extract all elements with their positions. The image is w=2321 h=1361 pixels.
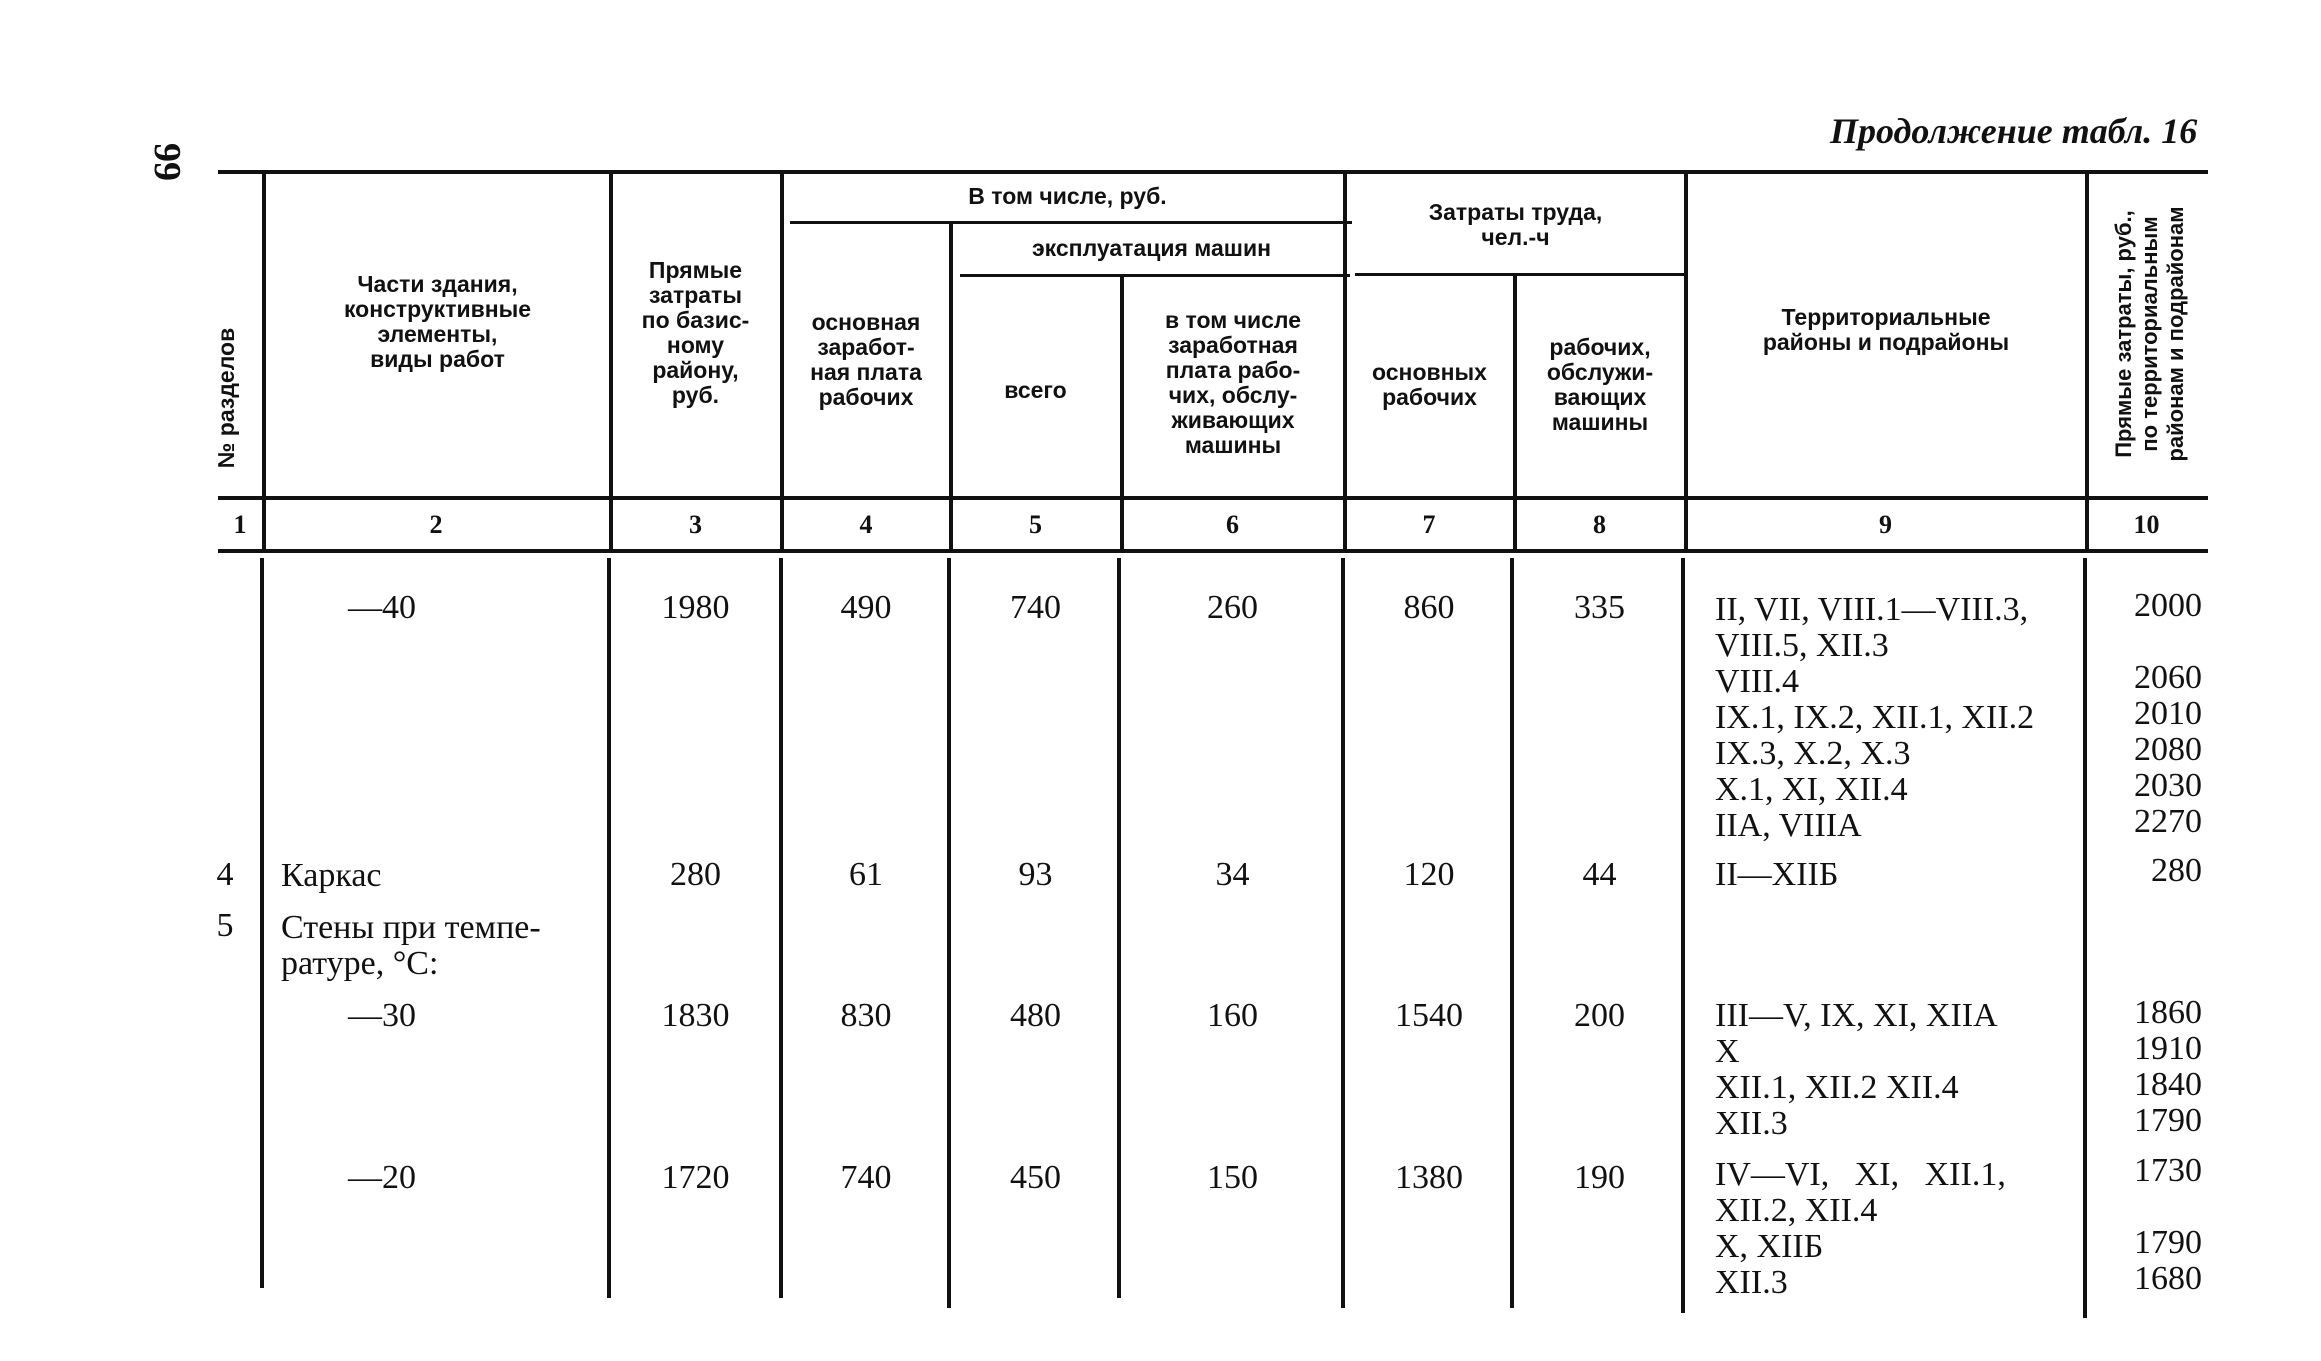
labor-main: 120 <box>1403 856 1455 893</box>
body-divider-8 <box>1681 558 1685 1313</box>
region-costs: 1730 1790 1680 <box>2134 1152 2202 1297</box>
labor-machine: 335 <box>1574 589 1625 626</box>
machines-total: 93 <box>1018 856 1053 893</box>
territorial-regions: III—V, IX, XI, XIIA X XII.1, XII.2 XII.4 XII.3 <box>1715 997 1998 1142</box>
machines-wage: 34 <box>1215 856 1250 893</box>
body-divider-3 <box>779 558 783 1298</box>
labor-group-rule <box>1355 273 1688 276</box>
direct-cost-base: 1830 <box>661 997 730 1034</box>
labor-main: 1540 <box>1395 997 1463 1034</box>
header-including-group: В том числе, руб. <box>968 182 1167 209</box>
machines-wage: 260 <box>1207 589 1258 626</box>
machines-total: 480 <box>1010 997 1061 1034</box>
table-top-rule <box>218 170 2208 174</box>
page-number: 99 <box>146 143 188 181</box>
section-number: 4 <box>216 856 234 893</box>
header-building-parts: Части здания, конструктивные элементы, виды работ <box>343 271 532 372</box>
machines-total: 740 <box>1010 589 1061 626</box>
region-costs: 2000 2060 2010 2080 2030 2270 <box>2134 587 2202 840</box>
direct-cost-base: 1980 <box>661 589 730 626</box>
column-numbers-rule <box>218 549 2208 553</box>
region-costs: 1860 1910 1840 1790 <box>2134 994 2202 1139</box>
header-direct-costs-by-region: Прямые затраты, руб., по территориальным районам и подрайонам <box>2111 206 2188 462</box>
machines-total: 450 <box>1010 1159 1061 1196</box>
column-number-9: 9 <box>1879 510 1892 539</box>
base-wage: 490 <box>840 589 892 626</box>
labor-main: 1380 <box>1395 1159 1463 1196</box>
header-labor-group: Затраты труда, чел.-ч <box>1428 199 1603 250</box>
territorial-regions: II, VII, VIII.1—VIII.3, VIII.5, XII.3 VIII.4 IX.1, IX.2, XII.1, XII.2 IX.3, X.2, X.3 X.1, XI, XII.4 IIA, VIIIA <box>1715 591 2035 844</box>
header-bottom-rule <box>218 496 2208 500</box>
territorial-regions: II—XIIБ <box>1715 856 1839 893</box>
machines-wage: 160 <box>1207 997 1258 1034</box>
header-labor-machine: рабочих, обслужи- вающих машины <box>1546 334 1654 435</box>
column-number-3: 3 <box>689 510 702 539</box>
column-number-4: 4 <box>859 510 873 539</box>
column-number-10: 10 <box>2133 510 2160 539</box>
header-base-wage: основная заработ- ная плата рабочих <box>810 309 922 410</box>
row-name: —20 <box>348 1159 416 1196</box>
row-name: Стены при темпе- ратуре, °С: <box>281 909 541 982</box>
body-divider-1 <box>260 558 264 1288</box>
base-wage: 830 <box>840 997 892 1034</box>
row-name: Каркас <box>281 857 382 894</box>
labor-machine: 44 <box>1582 856 1617 893</box>
header-machines-group: эксплуатация машин <box>1031 234 1272 261</box>
header-direct-costs-base: Прямые затраты по базис- ному району, руб. <box>641 256 750 408</box>
section-number: 5 <box>216 907 234 944</box>
col-divider-1 <box>262 172 266 552</box>
column-number-5: 5 <box>1029 510 1042 539</box>
territorial-regions: IV—VI, XI, XII.1, XII.2, XII.4 X, XIIБ XII.3 <box>1715 1156 2006 1301</box>
labor-machine: 190 <box>1574 1159 1625 1196</box>
column-number-2: 2 <box>429 510 443 539</box>
including-group-rule <box>790 221 1352 224</box>
row-name: —30 <box>348 997 416 1034</box>
base-wage: 61 <box>849 856 883 893</box>
body-divider-9 <box>2083 558 2087 1318</box>
column-number-6: 6 <box>1226 510 1239 539</box>
header-labor-main: основных рабочих <box>1372 359 1487 410</box>
base-wage: 740 <box>840 1159 892 1196</box>
direct-cost-base: 280 <box>670 856 721 893</box>
row-name: —40 <box>348 589 416 626</box>
direct-cost-base: 1720 <box>661 1159 730 1196</box>
machines-wage: 150 <box>1207 1159 1258 1196</box>
col-divider-9 <box>2085 172 2089 552</box>
continuation-label: Продолжение табл. 16 <box>1830 111 2198 151</box>
column-number-8: 8 <box>1593 510 1606 539</box>
labor-main: 860 <box>1403 589 1455 626</box>
header-territorial-regions: Территориальные районы и подрайоны <box>1762 304 2010 355</box>
header-section-number: № разделов <box>213 327 239 469</box>
column-number-1: 1 <box>233 510 247 539</box>
body-divider-2 <box>607 558 611 1298</box>
machines-group-rule <box>960 274 1350 277</box>
region-costs: 280 <box>2151 852 2202 889</box>
header-machines-total: всего <box>1004 376 1067 403</box>
column-number-7: 7 <box>1422 510 1436 539</box>
header-machines-wage: в том числе заработная плата рабо- чих, обслу- живающих машины <box>1164 306 1302 458</box>
labor-machine: 200 <box>1574 997 1625 1034</box>
body-divider-6 <box>1341 558 1345 1308</box>
col-divider-8 <box>1684 172 1688 552</box>
